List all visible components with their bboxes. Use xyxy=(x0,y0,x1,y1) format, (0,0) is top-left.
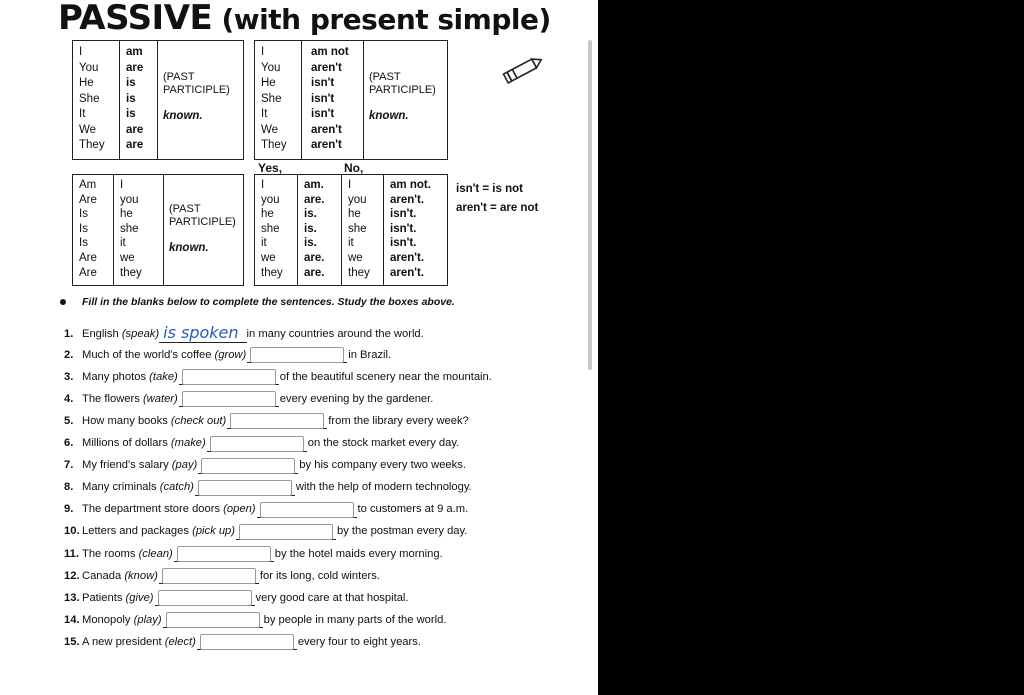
verb-cell: are. xyxy=(304,266,325,279)
no-label: No, xyxy=(344,161,364,175)
title-main: PASSIVE xyxy=(58,0,213,38)
exercise-text: How many books xyxy=(82,414,171,427)
note-arent: aren't = are not xyxy=(456,202,539,214)
pronoun-cell: She xyxy=(79,92,100,105)
participle-label: (PAST PARTICIPLE) xyxy=(169,203,236,228)
exercise-text: for its long, cold winters. xyxy=(259,569,380,582)
answer-blank xyxy=(198,457,298,474)
exercise-item xyxy=(64,567,380,584)
pronoun-cell: I xyxy=(348,179,352,191)
exercise-text: by the hotel maids every morning. xyxy=(274,547,443,560)
exercise-text: The flowers xyxy=(82,392,143,405)
exercise-number: 15. xyxy=(64,635,80,648)
exercise-verb: (pay) xyxy=(171,459,198,472)
exercise-item xyxy=(64,368,492,385)
pronoun-cell: We xyxy=(261,123,279,136)
exercise-number: 4. xyxy=(64,392,74,405)
verb-cell: are. xyxy=(304,251,325,264)
exercise-verb: (elect) xyxy=(164,635,196,648)
pronoun-cell: I xyxy=(261,46,265,58)
exercise-verb: (make) xyxy=(170,437,206,449)
verb-cell: am not xyxy=(311,46,349,58)
exercise-text: Many criminals xyxy=(82,481,160,494)
exercise-verb: (grow) xyxy=(214,348,247,361)
verb-cell: isn't xyxy=(311,77,335,89)
pronoun-cell: we xyxy=(348,251,363,264)
pronoun-cell: She xyxy=(261,92,282,105)
no-verbs xyxy=(390,178,431,280)
pronoun-cell: she xyxy=(348,222,367,235)
exercise-verb: (know) xyxy=(124,569,158,582)
affirmative-pronouns xyxy=(79,45,105,154)
answer-blank xyxy=(207,435,307,452)
exercise-text: The department store doors xyxy=(82,503,224,516)
exercise-text: by his company every two weeks. xyxy=(299,459,466,472)
exercise-number: 14. xyxy=(64,613,80,626)
pronoun-cell: it xyxy=(120,237,126,250)
pronoun-cell: We xyxy=(79,123,97,136)
verb-cell: Am xyxy=(79,179,97,191)
answer-blank xyxy=(247,346,347,363)
answer-input[interactable] xyxy=(200,634,294,650)
no-pronouns xyxy=(348,178,370,280)
pronoun-cell: I xyxy=(120,179,124,191)
exercise-number: 13. xyxy=(64,591,80,604)
exercise-text: Letters and packages xyxy=(82,525,193,538)
pronoun-cell: It xyxy=(79,108,86,120)
page-title xyxy=(58,0,551,38)
exercise-verb: (take) xyxy=(149,370,178,383)
verb-cell: is xyxy=(126,92,136,105)
verb-cell: isn't xyxy=(311,92,335,105)
verb-cell: are xyxy=(126,61,144,74)
exercise-text: The rooms xyxy=(82,547,139,560)
exercise-verb: (pick up) xyxy=(192,525,235,538)
example-word: known. xyxy=(169,242,209,254)
exercise-verb: (give) xyxy=(125,591,154,604)
verb-cell: aren't. xyxy=(390,251,425,264)
exercise-text: every evening by the gardener. xyxy=(279,392,434,405)
verb-cell: am not. xyxy=(390,179,431,191)
verb-cell: Are xyxy=(79,193,97,206)
answer-input[interactable] xyxy=(230,413,324,429)
exercise-text: with the help of modern technology. xyxy=(295,481,472,494)
negative-verbs xyxy=(311,45,349,154)
verb-cell: isn't. xyxy=(390,208,417,221)
pronoun-cell: she xyxy=(120,222,139,235)
verb-cell: is. xyxy=(304,222,317,235)
negative-table xyxy=(254,40,448,160)
answer-input[interactable] xyxy=(166,612,260,628)
pronoun-cell: they xyxy=(120,266,142,279)
pronoun-cell: he xyxy=(348,208,361,221)
exercise-item xyxy=(64,324,424,343)
pronoun-cell: he xyxy=(261,208,274,221)
answer-blank xyxy=(179,368,279,385)
exercise-item xyxy=(64,523,467,540)
exercise-text: of the beautiful scenery near the mountain. xyxy=(279,370,492,383)
exercise-text: English xyxy=(82,327,122,340)
answer-blank xyxy=(195,479,295,496)
exercise-item xyxy=(64,457,466,474)
answer-blank xyxy=(227,412,327,429)
note-isnt: isn't = is not xyxy=(456,183,523,195)
answer-blank xyxy=(163,611,263,628)
exercise-verb: (water) xyxy=(142,392,178,405)
answer-input[interactable] xyxy=(158,590,252,606)
instruction: Fill in the blanks below to complete the sentences. Study the boxes above. xyxy=(60,296,455,308)
exercise-text: to customers at 9 a.m. xyxy=(357,503,469,516)
exercise-number: 7. xyxy=(64,459,74,472)
example-word: known. xyxy=(369,110,409,122)
exercise-text: Canada xyxy=(82,569,125,582)
answer-blank xyxy=(179,390,279,407)
pronoun-cell: we xyxy=(261,251,276,264)
bullet-icon xyxy=(60,299,66,305)
verb-cell: aren't xyxy=(311,123,342,136)
answer-input[interactable] xyxy=(177,546,271,562)
exercise-text: in Brazil. xyxy=(348,348,392,361)
exercise-text: very good care at that hospital. xyxy=(255,591,409,604)
pencil-icon xyxy=(500,52,548,88)
exercise-verb: (catch) xyxy=(159,481,194,494)
exercise-text: Patients xyxy=(82,591,126,604)
exercise-item xyxy=(64,412,469,429)
answer-blank xyxy=(159,567,259,584)
pronoun-cell: they xyxy=(348,266,370,279)
exercise-number: 9. xyxy=(64,503,74,516)
pronoun-cell: You xyxy=(79,61,99,74)
exercise-item xyxy=(64,479,472,496)
verb-cell: aren't xyxy=(311,61,342,74)
pronoun-cell: They xyxy=(261,139,287,151)
contraction-notes xyxy=(456,180,538,218)
answer-handwritten: is spoken xyxy=(159,324,246,343)
answer-blank xyxy=(197,633,297,650)
exercise-verb: (play) xyxy=(133,613,162,626)
pronoun-cell: you xyxy=(261,193,280,206)
question-pronouns xyxy=(120,178,142,280)
pronoun-cell: it xyxy=(348,237,354,250)
exercise-verb: (speak) xyxy=(121,327,160,340)
exercise-item xyxy=(64,390,433,407)
exercise-number: 10. xyxy=(64,525,80,538)
verb-cell: isn't. xyxy=(390,222,417,235)
question-table xyxy=(72,174,244,286)
exercise-text: from the library every week? xyxy=(328,414,469,427)
exercise-text: Monopoly xyxy=(82,613,134,626)
verb-cell: are xyxy=(126,123,144,136)
answer-blank xyxy=(174,545,274,562)
exercise-item xyxy=(64,346,391,363)
yes-label: Yes, xyxy=(258,161,283,175)
exercise-text: every four to eight years. xyxy=(297,635,421,648)
verb-cell: Are xyxy=(79,251,97,264)
exercise-number: 1. xyxy=(64,327,74,340)
exercise-text: Millions of dollars xyxy=(82,437,171,449)
pronoun-cell: she xyxy=(261,222,280,235)
negative-pronouns xyxy=(261,45,287,154)
pronoun-cell: you xyxy=(120,193,139,206)
verb-cell: Is xyxy=(79,208,88,221)
exercise-text: Much of the world's coffee xyxy=(82,348,215,361)
exercise-number: 2. xyxy=(64,348,74,361)
verb-cell: is. xyxy=(304,237,317,250)
pronoun-cell: I xyxy=(261,179,265,191)
question-verbs xyxy=(79,178,97,280)
short-answer-table xyxy=(254,174,448,286)
verb-cell: aren't. xyxy=(390,266,425,279)
exercise-text: on the stock market every day. xyxy=(307,437,460,449)
affirmative-verbs xyxy=(126,45,143,154)
exercise-verb: (open) xyxy=(223,503,256,516)
exercise-item xyxy=(64,633,421,650)
exercise-text: by people in many parts of the world. xyxy=(263,613,447,626)
pronoun-cell: They xyxy=(79,139,105,151)
exercise-number: 8. xyxy=(64,481,74,494)
exercise-number: 12. xyxy=(64,569,80,582)
verb-cell: isn't. xyxy=(390,237,417,250)
verb-cell: am xyxy=(126,46,143,58)
answer-blank xyxy=(257,501,357,518)
answer-blank xyxy=(155,589,255,606)
answer-input[interactable] xyxy=(182,391,276,407)
verb-cell: are. xyxy=(304,193,325,206)
exercise-number: 6. xyxy=(64,437,74,449)
answer-input[interactable] xyxy=(260,502,354,518)
answer-input[interactable] xyxy=(210,436,304,452)
verb-cell: aren't. xyxy=(390,193,425,206)
pronoun-cell: It xyxy=(261,108,268,120)
exercise-item xyxy=(64,611,446,628)
pronoun-cell: he xyxy=(120,208,133,221)
answer-blank xyxy=(236,523,336,540)
exercise-item xyxy=(64,435,459,452)
verb-cell: am. xyxy=(304,179,324,191)
exercise-text: in many countries around the world. xyxy=(246,327,424,340)
participle-label: (PAST PARTICIPLE) xyxy=(163,71,230,96)
exercise-number: 3. xyxy=(64,370,74,383)
verb-cell: is xyxy=(126,108,136,120)
exercise-verb: (clean) xyxy=(138,547,173,560)
answer-input[interactable] xyxy=(182,369,276,385)
exercise-text: My friend's salary xyxy=(82,459,172,472)
affirmative-table xyxy=(72,40,244,160)
pronoun-cell: we xyxy=(120,251,135,264)
pronoun-cell: it xyxy=(261,237,267,250)
pronoun-cell: you xyxy=(348,193,367,206)
pronoun-cell: He xyxy=(261,77,276,89)
exercise-text: Many photos xyxy=(82,370,150,383)
exercise-text: A new president xyxy=(82,635,165,648)
example-word: known. xyxy=(163,110,203,122)
answer-input[interactable] xyxy=(239,524,333,540)
exercise-verb: (check out) xyxy=(170,414,227,427)
exercise-number: 5. xyxy=(64,414,74,427)
exercise-text: by the postman every day. xyxy=(337,525,468,538)
exercise-number: 11. xyxy=(64,547,79,560)
verb-cell: is xyxy=(126,77,136,89)
exercise-item xyxy=(64,545,443,562)
yes-pronouns xyxy=(261,178,283,280)
answer-input[interactable] xyxy=(198,480,292,496)
pronoun-cell: I xyxy=(79,46,83,58)
verb-cell: Is xyxy=(79,237,88,250)
answer-input[interactable] xyxy=(201,458,295,474)
participle-label: (PAST PARTICIPLE) xyxy=(369,71,436,96)
pronoun-cell: He xyxy=(79,77,94,89)
verb-cell: Are xyxy=(79,266,97,279)
answer-input[interactable] xyxy=(162,568,256,584)
pronoun-cell: they xyxy=(261,266,283,279)
verb-cell: Is xyxy=(79,222,88,235)
verb-cell: isn't xyxy=(311,108,335,120)
verb-cell: is. xyxy=(304,208,317,221)
exercise-item xyxy=(64,589,409,606)
exercise-item xyxy=(64,501,468,518)
scrollbar[interactable] xyxy=(588,40,592,370)
pronoun-cell: You xyxy=(261,61,281,74)
verb-cell: are xyxy=(126,139,144,151)
answer-input[interactable] xyxy=(250,347,344,363)
verb-cell: aren't xyxy=(311,139,342,151)
yes-verbs xyxy=(304,178,324,280)
title-sub: (with present simple) xyxy=(221,3,551,36)
